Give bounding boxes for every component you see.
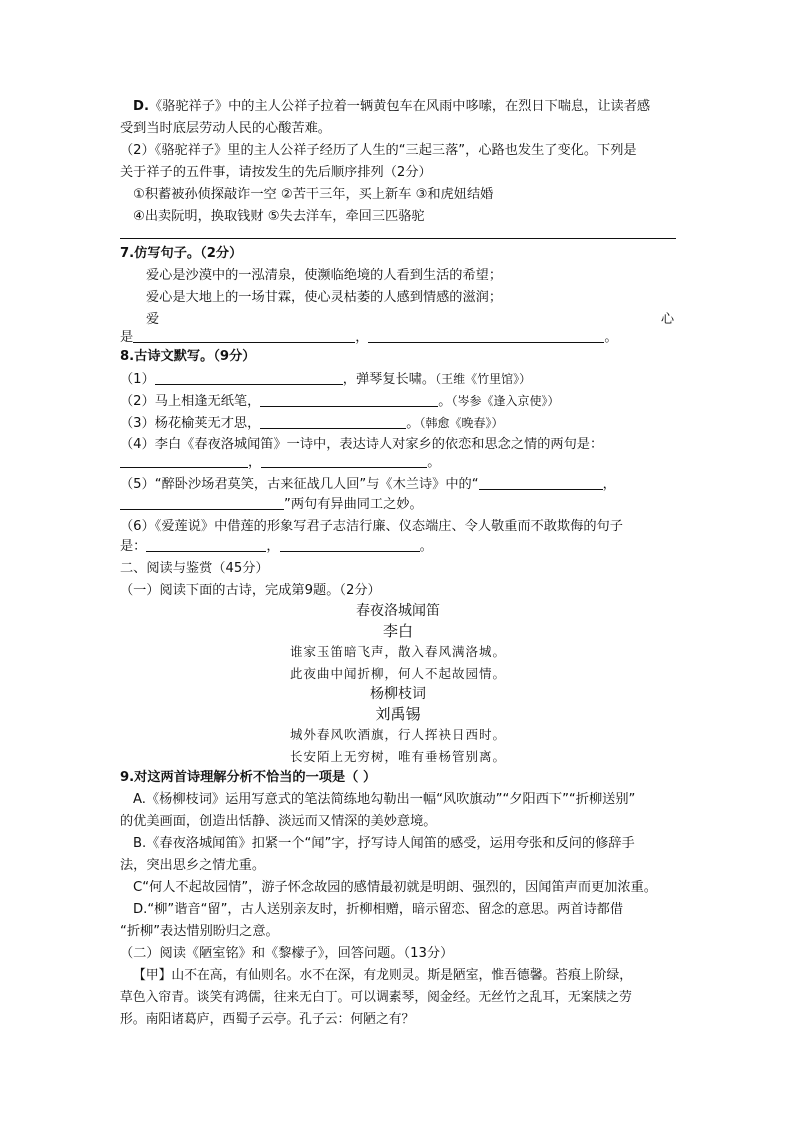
q9-option-d-line1: D.“柳”谐音“留”，古人送别亲友时，折柳相赠，暗示留恋、留念的意思。两首诗都借 bbox=[133, 902, 624, 917]
q6-events-line1: ①积蓄被孙侦探敲诈一空 ②苦干三年，买上新车 ③和虎妞结婚 bbox=[133, 187, 494, 202]
part2-jia-line1: 【甲】山不在高，有仙则名。水不在深，有龙则灵。斯是陋室，惟吾德馨。苔痕上阶绿， bbox=[133, 968, 633, 983]
q6-sub2-line1: （2）《骆驼祥子》里的主人公祥子经历了人生的“三起三落”，心路也发生了变化。下列是 bbox=[120, 143, 637, 158]
part2-heading: （二）阅读《陋室铭》和《黎檬子》，回答问题。（13分） bbox=[120, 946, 454, 961]
q7-example-line2: 爱心是大地上的一场甘霖，使心灵枯萎的人感到情感的滋润； bbox=[146, 290, 503, 305]
q6-events-line2: ④出卖阮明，换取钱财 ⑤失去洋车，牵回三匹骆驼 bbox=[133, 209, 425, 224]
q9-option-a-line1: A.《杨柳枝词》运用写意式的笔法简练地勾勒出一幅“风吹旗动”“夕阳西下”“折柳送别” bbox=[133, 792, 636, 807]
part2-jia-line2: 草色入帘青。谈笑有鸿儒，往来无白丁。可以调素琴，阅金经。无丝竹之乱耳，无案牍之劳 bbox=[120, 990, 632, 1005]
q9-option-c: C“何人不起故园情”，游子怀念故园的感情最初就是明朗、强烈的，因闻笛声而更加浓重。 bbox=[133, 880, 657, 895]
q8-item-5: （5）“醉卧沙场君莫笑，古来征战几人回”与《木兰诗》中的“ ， bbox=[120, 474, 676, 496]
q7-blank-2[interactable] bbox=[368, 327, 604, 343]
section2-part1: （一）阅读下面的古诗，完成第9题。（2分） bbox=[120, 583, 381, 598]
q8-blank-1[interactable] bbox=[155, 369, 343, 385]
q7-title: 7.仿写句子。（2分） bbox=[120, 246, 243, 261]
q6-answer-area[interactable] bbox=[133, 214, 676, 236]
poem2-author: 刘禹锡 bbox=[375, 705, 421, 723]
poem1-line1: 谁家玉笛暗飞声，散入春风满洛城。 bbox=[289, 644, 506, 659]
q8-item-2: （2）马上相逢无纸笔， 。（岑参《逢入京使》） bbox=[120, 390, 676, 413]
q6-answer-line bbox=[120, 238, 676, 239]
q7-blank-1[interactable] bbox=[133, 327, 355, 343]
q7-answer-line4: 是 ， 。 bbox=[120, 327, 676, 349]
q8-blank-6a[interactable] bbox=[146, 536, 266, 552]
q8-blank-5a[interactable] bbox=[479, 474, 603, 490]
q6-option-d-text: 《骆驼祥子》中的主人公祥子拉着一辆黄包车在风雨中哆嗦，在烈日下喘息，让读者感 bbox=[148, 99, 651, 114]
q7-example-line1: 爱心是沙漠中的一泓清泉，使濒临绝境的人看到生活的希望； bbox=[146, 268, 503, 283]
q8-blank-4a[interactable] bbox=[120, 452, 248, 468]
q8-item-5-cont: ”两句有异曲同工之妙。 bbox=[120, 494, 676, 516]
q8-blank-2[interactable] bbox=[260, 391, 438, 407]
q9-option-b-line2: 法，突出思乡之情尤重。 bbox=[120, 858, 266, 873]
q9-option-a-line2: 的优美画面，创造出恬静、淡远而又情深的美妙意境。 bbox=[120, 814, 437, 829]
q8-title: 8.古诗文默写。（9分） bbox=[120, 349, 256, 364]
q7-line3-right: 心 bbox=[660, 312, 674, 327]
q6-option-d-line2: 受到当时底层劳动人民的心酸苦难。 bbox=[120, 121, 331, 136]
q8-item-4: （4）李白《春夜洛城闻笛》一诗中，表达诗人对家乡的依恋和思念之情的两句是： bbox=[120, 437, 604, 452]
q8-item-6: （6）《爱莲说》中借莲的形象写君子志洁行廉、仪态端庄、令人敬重而不敢欺侮的句子 bbox=[120, 519, 623, 534]
q9-option-b-line1: B.《春夜洛城闻笛》扣紧一个“闻”字，抒写诗人闻笛的感受，运用夸张和反问的修辞手 bbox=[133, 836, 635, 851]
poem1-author: 李白 bbox=[382, 622, 413, 640]
poem1-title: 春夜洛城闻笛 bbox=[356, 603, 440, 619]
poem2-line1: 城外春风吹酒旗，行人挥袂日西时。 bbox=[289, 727, 506, 742]
q8-item-1: （1） ，弹琴复长啸。（王维《竹里馆》） bbox=[120, 368, 676, 391]
q6-sub2-line2: 关于祥子的五件事，请按发生的先后顺序排列（2分） bbox=[120, 165, 432, 180]
q8-blank-3[interactable] bbox=[260, 413, 406, 429]
q7-line3-left: 爱 bbox=[146, 312, 160, 327]
q8-blank-5b[interactable] bbox=[120, 494, 284, 510]
poem2-title: 杨柳枝词 bbox=[370, 686, 426, 702]
q9-stem: 9.对这两首诗理解分析不恰当的一项是（ ） bbox=[120, 770, 377, 785]
q8-blank-4b[interactable] bbox=[261, 452, 427, 468]
q8-blank-6b[interactable] bbox=[280, 536, 420, 552]
q8-item-3: （3）杨花榆荚无才思， 。（韩愈《晚春》） bbox=[120, 412, 676, 435]
section2-heading: 二、阅读与鉴赏（45分） bbox=[120, 561, 269, 576]
q9-option-d-line2: “折柳”表达惜别盼归之意。 bbox=[120, 924, 279, 939]
part2-jia-line3: 形。南阳诸葛庐，西蜀子云亭。孔子云：何陋之有？ bbox=[120, 1012, 415, 1027]
poem1-line2: 此夜曲中闻折柳，何人不起故园情。 bbox=[289, 666, 506, 681]
poem2-line2: 长安陌上无穷树，唯有垂杨管别离。 bbox=[289, 749, 506, 764]
q8-item-4-answer: ， 。 bbox=[120, 452, 676, 474]
q6-option-d-line1: D.《骆驼祥子》中的主人公祥子拉着一辆黄包车在风雨中哆嗦，在烈日下喘息，让读者感 bbox=[133, 99, 651, 114]
q8-item-6-answer: 是： ， 。 bbox=[120, 536, 676, 558]
